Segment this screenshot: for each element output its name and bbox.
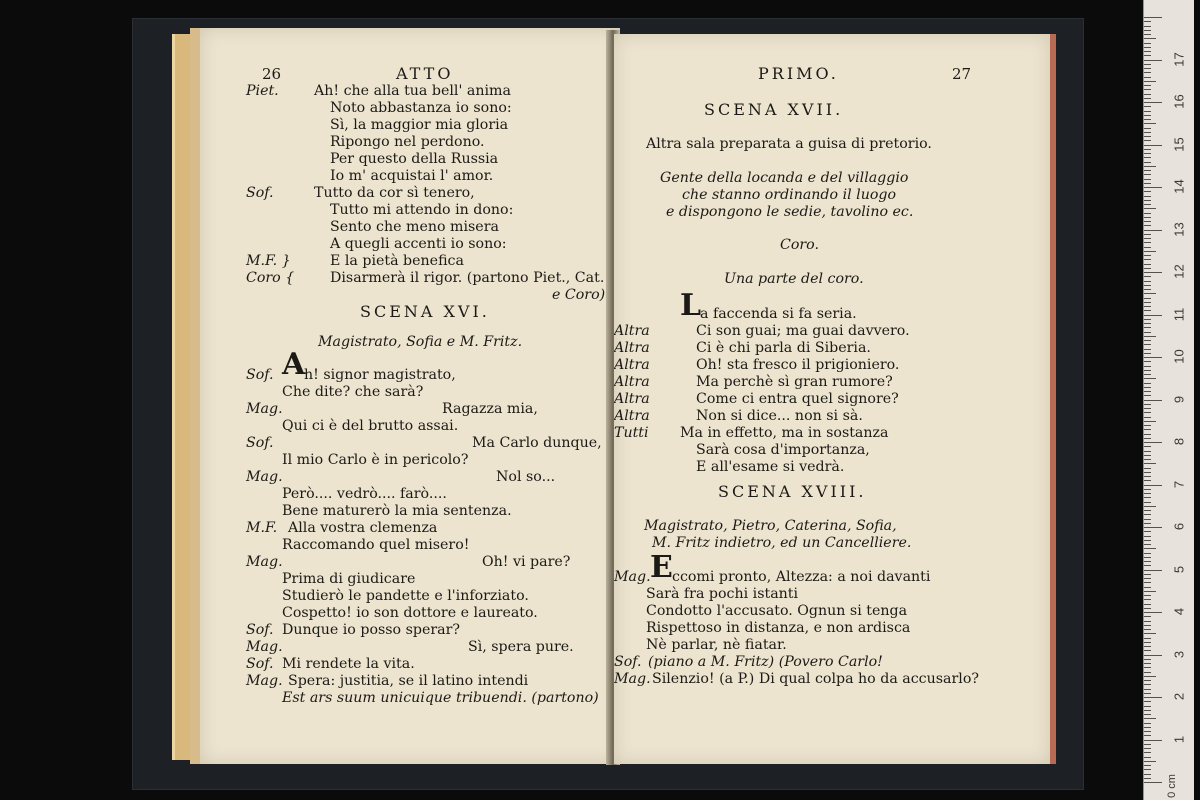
ruler-tick	[1144, 451, 1151, 452]
verse-line: Disarmerà il rigor. (partono Piet., Cat.	[330, 270, 605, 286]
chorus-line: E all'esame si vedrà.	[696, 459, 845, 475]
speaker: Sof.	[246, 435, 274, 451]
verse-line: Noto abbastanza io sono:	[330, 100, 512, 116]
ruler-tick	[1144, 289, 1151, 290]
scene-title: SCENA XVIII.	[718, 482, 867, 501]
ruler-tick	[1144, 693, 1151, 694]
measuring-ruler	[1143, 0, 1194, 800]
ruler-tick	[1144, 149, 1151, 150]
dialogue-line: Rispettoso in distanza, e non ardisca	[646, 620, 911, 636]
speaker: Altra	[614, 340, 650, 356]
ruler-tick	[1144, 782, 1162, 783]
dialogue-line: Cospetto! io son dottore e laureato.	[282, 605, 538, 621]
verse-line: Io m' acquistai l' amor.	[330, 168, 494, 184]
ruler-tick	[1144, 38, 1156, 39]
ruler-tick	[1144, 582, 1151, 583]
dialogue-line: Condotto l'accusato. Ognun si tenga	[646, 603, 908, 619]
dialogue-line: Il mio Carlo è in pericolo?	[282, 452, 469, 468]
ruler-tick	[1144, 281, 1151, 282]
ruler-tick	[1144, 357, 1162, 358]
ruler-tick	[1144, 332, 1151, 333]
ruler-number: 3	[1171, 650, 1187, 658]
ruler-tick	[1144, 604, 1151, 605]
ruler-tick	[1144, 242, 1151, 243]
ruler-tick	[1144, 548, 1156, 549]
ruler-tick	[1144, 111, 1151, 112]
ruler-tick	[1144, 438, 1151, 439]
ruler-tick	[1144, 391, 1151, 392]
ruler-tick	[1144, 587, 1151, 588]
dialogue-line: (piano a M. Fritz) (Povero Carlo!	[648, 654, 883, 670]
ruler-tick	[1144, 102, 1162, 103]
ruler-tick	[1144, 557, 1151, 558]
ruler-tick	[1144, 625, 1151, 626]
verse-line: e Coro)	[552, 287, 606, 303]
ruler-tick	[1144, 540, 1151, 541]
ruler-tick	[1144, 327, 1151, 328]
ruler-tick	[1144, 319, 1151, 320]
ruler-tick	[1144, 370, 1151, 371]
dialogue-line: Bene maturerò la mia sentenza.	[282, 503, 512, 519]
ruler-number: 15	[1171, 136, 1187, 152]
ruler-tick	[1144, 187, 1162, 188]
ruler-tick	[1144, 387, 1151, 388]
speaker: Altra	[614, 357, 650, 373]
dialogue-line: Alla vostra clemenza	[288, 520, 438, 536]
ruler-tick	[1144, 17, 1162, 18]
ruler-tick	[1144, 323, 1151, 324]
ruler-tick	[1144, 30, 1151, 31]
ruler-number: 9	[1171, 395, 1187, 403]
ruler-tick	[1144, 395, 1151, 396]
speaker: Mag.	[246, 554, 283, 570]
ruler-tick	[1144, 43, 1151, 44]
ruler-number: 14	[1171, 179, 1187, 194]
verse-line: Tutto da cor sì tenero,	[314, 185, 475, 201]
ruler-tick	[1144, 608, 1151, 609]
ruler-tick	[1144, 727, 1151, 728]
dialogue-line: Nol so...	[496, 469, 556, 485]
verse-line: A quegli accenti io sono:	[330, 236, 507, 252]
verse-line: Sì, la maggior mia gloria	[330, 117, 509, 133]
drop-capital: L	[680, 288, 702, 323]
verse-line: Ripongo nel perdono.	[330, 134, 485, 150]
speaker: Sof.	[614, 654, 642, 670]
speaker: Mag.	[246, 673, 283, 689]
dialogue-line: Qui ci è del brutto assai.	[282, 418, 459, 434]
ruler-tick	[1144, 400, 1162, 401]
verse-line: Tutto mi attendo in dono:	[330, 202, 514, 218]
ruler-tick	[1144, 701, 1151, 702]
ruler-tick	[1144, 680, 1151, 681]
ruler-tick	[1144, 578, 1151, 579]
ruler-tick	[1144, 723, 1151, 724]
dialogue-line: Spera: justitia, se il latino intendi	[288, 673, 529, 689]
drop-capital: E	[650, 550, 673, 585]
ruler-tick	[1144, 98, 1151, 99]
scene-cast: Magistrato, Sofia e M. Fritz.	[318, 334, 523, 350]
dialogue-line: Studierò le pandette e l'inforziato.	[282, 588, 529, 604]
ruler-tick	[1144, 429, 1151, 430]
speaker: Coro {	[246, 270, 295, 286]
ruler-tick	[1144, 225, 1151, 226]
ruler-tick	[1144, 629, 1151, 630]
ruler-tick	[1144, 714, 1151, 715]
ruler-tick	[1144, 544, 1151, 545]
verse-line: Ah! che alla tua bell' anima	[314, 83, 511, 99]
speaker: Sof.	[246, 185, 274, 201]
ruler-tick	[1144, 774, 1151, 775]
ruler-tick	[1144, 157, 1151, 158]
ruler-tick	[1144, 72, 1151, 73]
ruler-number: 13	[1171, 221, 1187, 237]
ruler-tick	[1144, 349, 1151, 350]
right-page	[614, 34, 1056, 764]
ruler-tick	[1144, 378, 1156, 379]
coro-label: Coro.	[780, 237, 819, 253]
ruler-tick	[1144, 200, 1151, 201]
ruler-tick	[1144, 26, 1151, 27]
ruler-tick	[1144, 81, 1156, 82]
ruler-tick	[1144, 336, 1156, 337]
ruler-tick	[1144, 264, 1151, 265]
ruler-tick	[1144, 221, 1151, 222]
ruler-tick	[1144, 472, 1151, 473]
ruler-tick	[1144, 123, 1156, 124]
scene-setting: Altra sala preparata a guisa di pretorio.	[646, 136, 932, 152]
page-number: 26	[262, 65, 282, 83]
speaker: Piet.	[246, 83, 279, 99]
ruler-tick	[1144, 574, 1151, 575]
ruler-tick	[1144, 497, 1151, 498]
ruler-unit-label: 0 cm	[1165, 774, 1178, 798]
ruler-tick	[1144, 676, 1156, 677]
ruler-number: 7	[1171, 480, 1187, 488]
dialogue-line: Raccomando quel misero!	[282, 537, 470, 553]
speaker: Mag.	[246, 639, 283, 655]
ruler-tick	[1144, 247, 1151, 248]
ruler-tick	[1144, 404, 1151, 405]
dialogue-line: Dunque io posso sperar?	[282, 622, 460, 638]
ruler-tick	[1144, 213, 1151, 214]
chorus-line: a faccenda si fa seria.	[700, 306, 857, 322]
dialogue-line: Nè parlar, nè fiatar.	[646, 637, 787, 653]
speaker: Altra	[614, 374, 650, 390]
ruler-tick	[1144, 268, 1151, 269]
ruler-tick	[1144, 778, 1151, 779]
ruler-tick	[1144, 659, 1151, 660]
ruler-number: 1	[1171, 735, 1187, 743]
ruler-tick	[1144, 115, 1151, 116]
speaker: Mag.	[614, 671, 651, 687]
ruler-tick	[1144, 217, 1151, 218]
ruler-tick	[1144, 166, 1156, 167]
running-head: PRIMO.	[758, 64, 839, 83]
speaker: Sof.	[246, 622, 274, 638]
ruler-tick	[1144, 519, 1151, 520]
ruler-tick	[1144, 383, 1151, 384]
chorus-line: Non si dice... non si sà.	[696, 408, 863, 424]
ruler-number: 17	[1171, 51, 1187, 67]
ruler-tick	[1144, 306, 1151, 307]
ruler-tick	[1144, 595, 1151, 596]
ruler-tick	[1144, 706, 1151, 707]
ruler-tick	[1144, 561, 1151, 562]
ruler-tick	[1144, 523, 1151, 524]
ruler-tick	[1144, 527, 1162, 528]
verse-line: Sento che meno misera	[330, 219, 499, 235]
ruler-tick	[1144, 119, 1151, 120]
dialogue-line: ccomi pronto, Altezza: a noi davanti	[672, 569, 931, 585]
ruler-tick	[1144, 591, 1156, 592]
ruler-tick	[1144, 638, 1151, 639]
ruler-tick	[1144, 752, 1151, 753]
ruler-tick	[1144, 663, 1151, 664]
ruler-tick	[1144, 531, 1151, 532]
ruler-tick	[1144, 421, 1156, 422]
ruler-tick	[1144, 361, 1151, 362]
ruler-tick	[1144, 455, 1151, 456]
ruler-tick	[1144, 310, 1151, 311]
chorus-line: Ci son guai; ma guai davvero.	[696, 323, 910, 339]
ruler-tick	[1144, 570, 1162, 571]
ruler-tick	[1144, 259, 1151, 260]
ruler-tick	[1144, 408, 1151, 409]
ruler-number: 12	[1171, 264, 1187, 279]
ruler-tick	[1144, 697, 1162, 698]
chorus-line: Sarà cosa d'importanza,	[696, 442, 870, 458]
ruler-tick	[1144, 510, 1151, 511]
ruler-tick	[1144, 646, 1151, 647]
ruler-tick	[1144, 731, 1151, 732]
ruler-tick	[1144, 655, 1162, 656]
ruler-tick	[1144, 179, 1151, 180]
ruler-tick	[1144, 718, 1156, 719]
dialogue-line: Sarà fra pochi istanti	[646, 586, 799, 602]
ruler-tick	[1144, 425, 1151, 426]
ruler-number: 2	[1171, 692, 1187, 701]
ruler-tick	[1144, 417, 1151, 418]
ruler-tick	[1144, 459, 1151, 460]
ruler-tick	[1144, 765, 1151, 766]
ruler-tick	[1144, 344, 1151, 345]
dialogue-line: Però.... vedrò.... farò....	[282, 486, 447, 502]
ruler-number: 6	[1171, 522, 1187, 531]
ruler-tick	[1144, 468, 1151, 469]
speaker: Mag.	[614, 569, 651, 585]
ruler-tick	[1144, 208, 1156, 209]
ruler-tick	[1144, 667, 1151, 668]
ruler-tick	[1144, 412, 1151, 413]
dialogue-line: h! signor magistrato,	[304, 367, 456, 383]
ruler-tick	[1144, 650, 1151, 651]
ruler-tick	[1144, 514, 1151, 515]
speaker: Sof.	[246, 367, 274, 383]
speaker: Tutti	[614, 425, 649, 441]
chorus-line: Ci è chi parla di Siberia.	[696, 340, 871, 356]
ruler-tick	[1144, 85, 1151, 86]
ruler-tick	[1144, 55, 1151, 56]
ruler-tick	[1144, 642, 1151, 643]
ruler-tick	[1144, 761, 1156, 762]
ruler-tick	[1144, 272, 1162, 273]
ruler-number: 11	[1171, 307, 1187, 321]
ruler-tick	[1144, 255, 1151, 256]
page-number: 27	[952, 65, 972, 83]
ruler-tick	[1144, 140, 1151, 141]
drop-capital: A	[282, 347, 306, 382]
ruler-tick	[1144, 536, 1151, 537]
ruler-tick	[1144, 757, 1151, 758]
ruler-tick	[1144, 128, 1151, 129]
ruler-number: 16	[1171, 94, 1187, 109]
verse-line: E la pietà benefica	[330, 253, 464, 269]
ruler-tick	[1144, 302, 1151, 303]
ruler-number: 10	[1171, 349, 1187, 364]
ruler-tick	[1144, 315, 1162, 316]
speaker: M.F.	[246, 520, 278, 536]
ruler-tick	[1144, 553, 1151, 554]
ruler-number: 4	[1171, 607, 1187, 616]
ruler-tick	[1144, 463, 1156, 464]
ruler-tick	[1144, 34, 1151, 35]
ruler-tick	[1144, 204, 1151, 205]
ruler-tick	[1144, 740, 1162, 741]
ruler-tick	[1144, 196, 1151, 197]
ruler-tick	[1144, 64, 1151, 65]
left-page	[190, 28, 620, 764]
ruler-number: 8	[1171, 437, 1187, 446]
ruler-tick	[1144, 251, 1156, 252]
ruler-tick	[1144, 769, 1151, 770]
ruler-tick	[1144, 285, 1151, 286]
speaker: Sof.	[246, 656, 274, 672]
dialogue-line: Che dite? che sarà?	[282, 384, 424, 400]
ruler-tick	[1144, 612, 1162, 613]
ruler-tick	[1144, 710, 1151, 711]
speaker: Mag.	[246, 401, 283, 417]
ruler-tick	[1144, 145, 1162, 146]
ruler-tick	[1144, 689, 1151, 690]
ruler-tick	[1144, 136, 1151, 137]
ruler-tick	[1144, 230, 1162, 231]
dialogue-line: Prima di giudicare	[282, 571, 416, 587]
ruler-tick	[1144, 621, 1151, 622]
dialogue-line: Sì, spera pure.	[468, 639, 574, 655]
ruler-tick	[1144, 353, 1151, 354]
ruler-tick	[1144, 191, 1151, 192]
ruler-tick	[1144, 234, 1151, 235]
dialogue-line: Ragazza mia,	[442, 401, 538, 417]
ruler-tick	[1144, 89, 1151, 90]
ruler-tick	[1144, 442, 1162, 443]
ruler-tick	[1144, 162, 1151, 163]
ruler-tick	[1144, 480, 1151, 481]
dialogue-line: Oh! vi pare?	[482, 554, 571, 570]
ruler-number: 5	[1171, 565, 1187, 573]
ruler-tick	[1144, 293, 1156, 294]
ruler-tick	[1144, 94, 1151, 95]
ruler-tick	[1144, 374, 1151, 375]
coro-subheading: Una parte del coro.	[724, 271, 864, 287]
ruler-tick	[1144, 132, 1151, 133]
ruler-tick	[1144, 502, 1151, 503]
ruler-tick	[1144, 174, 1151, 175]
ruler-tick	[1144, 366, 1151, 367]
chorus-line: Oh! sta fresco il prigioniero.	[696, 357, 900, 373]
ruler-tick	[1144, 51, 1151, 52]
ruler-tick	[1144, 276, 1151, 277]
ruler-tick	[1144, 153, 1151, 154]
speaker: Altra	[614, 408, 650, 424]
ruler-tick	[1144, 616, 1151, 617]
scene-title: SCENA XVI.	[360, 302, 490, 321]
scene-title: SCENA XVII.	[704, 100, 844, 119]
running-head: ATTO	[396, 64, 454, 83]
ruler-tick	[1144, 748, 1151, 749]
ruler-tick	[1144, 633, 1156, 634]
ruler-tick	[1144, 170, 1151, 171]
scene-cast: Magistrato, Pietro, Caterina, Sofia,	[644, 518, 897, 534]
chorus-line: Ma in effetto, ma in sostanza	[680, 425, 889, 441]
ruler-tick	[1144, 238, 1151, 239]
ruler-tick	[1144, 744, 1151, 745]
ruler-tick	[1144, 735, 1151, 736]
ruler-tick	[1144, 183, 1151, 184]
ruler-tick	[1144, 298, 1151, 299]
stage-direction: che stanno ordinando il luogo	[682, 187, 896, 203]
stage-direction: e dispongono le sedie, tavolino ec.	[666, 204, 914, 220]
ruler-tick	[1144, 489, 1151, 490]
verse-line: Per questo della Russia	[330, 151, 499, 167]
chorus-line: Ma perchè sì gran rumore?	[696, 374, 893, 390]
ruler-tick	[1144, 77, 1151, 78]
ruler-tick	[1144, 476, 1151, 477]
ruler-tick	[1144, 684, 1151, 685]
ruler-tick	[1144, 672, 1151, 673]
ruler-tick	[1144, 446, 1151, 447]
ruler-tick	[1144, 21, 1151, 22]
dialogue-line: Ma Carlo dunque,	[472, 435, 602, 451]
ruler-tick	[1144, 47, 1151, 48]
ruler-tick	[1144, 493, 1151, 494]
ruler-tick	[1144, 506, 1156, 507]
ruler-tick	[1144, 60, 1162, 61]
stage-direction: Gente della locanda e del villaggio	[660, 170, 909, 186]
ruler-tick	[1144, 106, 1151, 107]
dialogue-line: Silenzio! (a P.) Di qual colpa ho da accusarlo?	[652, 671, 979, 687]
scene-cast: M. Fritz indietro, ed un Cancelliere.	[652, 535, 912, 551]
speaker: M.F. }	[246, 253, 291, 269]
dialogue-line: Est ars suum unicuique tribuendi. (partono)	[282, 690, 599, 706]
ruler-tick	[1144, 434, 1151, 435]
speaker: Altra	[614, 391, 650, 407]
ruler-tick	[1144, 340, 1151, 341]
speaker: Mag.	[246, 469, 283, 485]
chorus-line: Come ci entra quel signore?	[696, 391, 899, 407]
ruler-tick	[1144, 599, 1151, 600]
dialogue-line: Mi rendete la vita.	[282, 656, 415, 672]
ruler-tick	[1144, 68, 1151, 69]
speaker: Altra	[614, 323, 650, 339]
ruler-tick	[1144, 565, 1151, 566]
ruler-tick	[1144, 485, 1162, 486]
